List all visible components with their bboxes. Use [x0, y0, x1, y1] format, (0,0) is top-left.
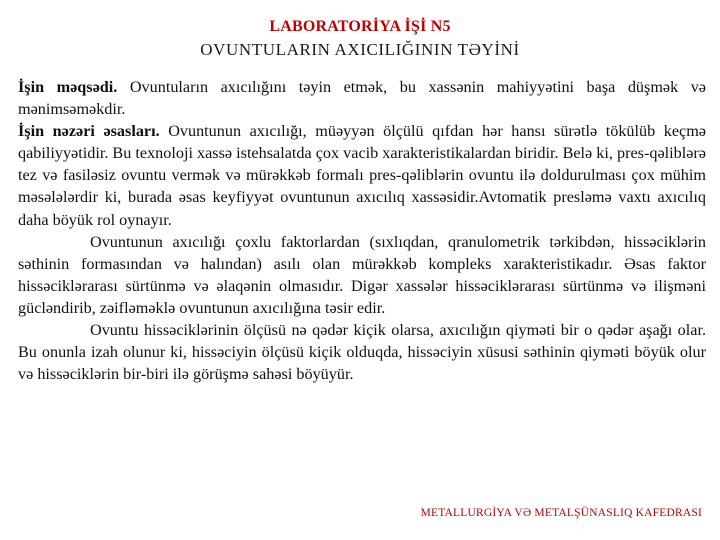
department-footer: METALLURGİYA VƏ METALŞÜNASLIQ KAFEDRASI [420, 507, 702, 519]
lab-work-title: LABORATORİYA İŞİ N5 [269, 18, 451, 35]
purpose-text: Ovuntuların axıcılığını təyin etmək, bu xassənin mahiyyətini başa düşmək və mənimsəməkdir. [18, 78, 706, 119]
purpose-paragraph [18, 76, 706, 120]
theory-label: İşin nəzəri əsasları. [18, 122, 160, 141]
factors-paragraph: Ovuntunun axıcılığı çoxlu faktorlardan (sıxlıqdan, qranulometrik tərkibdən, hissəciklərin səthinin formasından və halından) asılı olan mürəkkəb kompleks xarakteristikadır. Əsas faktor hissəciklərarası sürtünmə və əlaqənin olmasıdır. Digər xassələr hissəciklərarası sürtünmə və ilişməni gücləndirib, zəifləməklə ovuntunun axıcılığına təsir edir. [18, 232, 706, 317]
lab-work-subtitle: OVUNTULARIN AXICILIĞININ TƏYİNİ [200, 40, 520, 59]
document-body [18, 76, 706, 385]
purpose-label: İşin məqsədi. [18, 78, 118, 96]
theory-text: Ovuntunun axıcılığı, müəyyən ölçülü qıfdan hər hansı sürətlə tökülüb keçmə qabiliyyətidir. Bu texnoloji xassə istehsalatda çox vacib xarakteristikalardan biridir. Belə ki, pres-qəliblərə tez və fasiləsiz ovuntu vermək və mürəkkəb formalı pres-qəliblərin ovuntu ilə doldurulması çox mühim məsələlərdir ki, burada əsas keyfiyyət ovuntunun axıcılıq xassəsidir.Avtomatik presləmə vaxtı axıcılıq daha böyük rol oynayır. [18, 122, 706, 229]
theory-paragraph [18, 120, 706, 230]
particle-size-paragraph: Ovuntu hissəciklərinin ölçüsü nə qədər kiçik olarsa, axıcılığın qiyməti bir o qədər aşağı olar. Bu onunla izah olunur ki, hissəciyin ölçüsü kiçik olduqda, hissəciyin xüsusi səthinin qiyməti böyük olur və hissəciklərin bir-biri ilə görüşmə sahəsi böyüyür. [18, 321, 706, 384]
